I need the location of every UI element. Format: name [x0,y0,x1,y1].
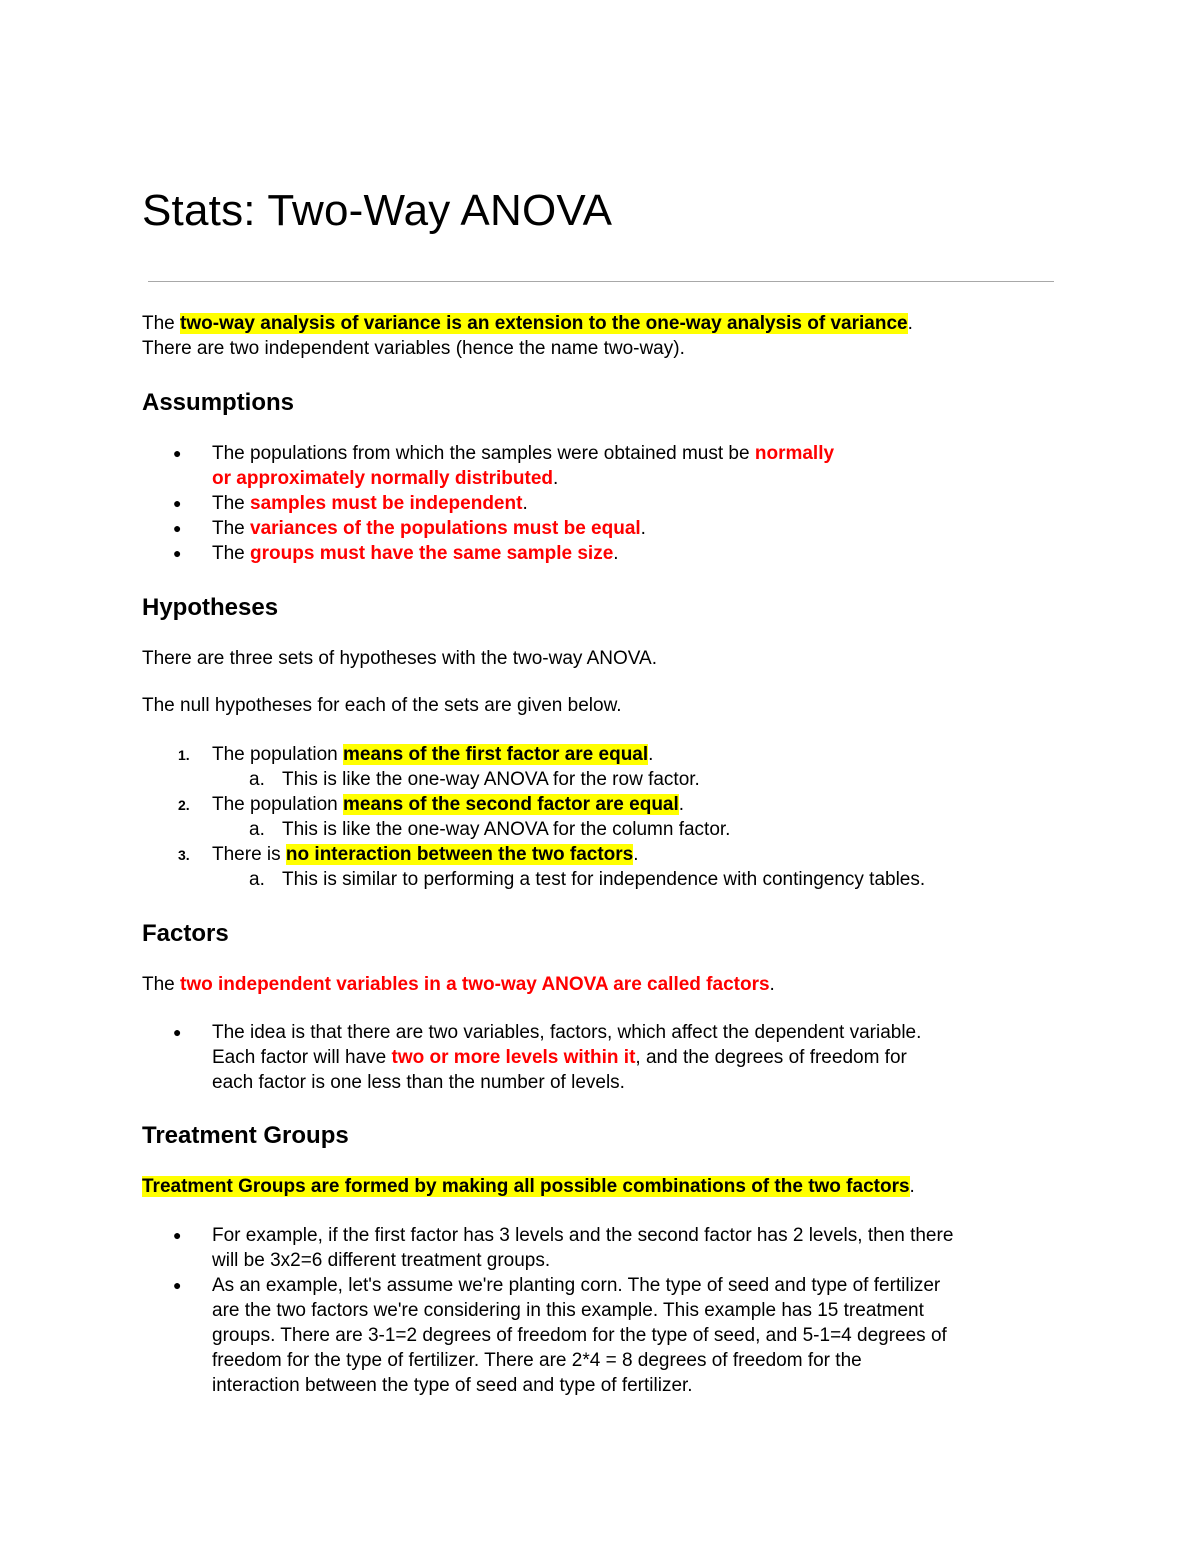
page-title: Stats: Two-Way ANOVA [142,186,613,235]
assumption-emphasis: normally [754,443,835,464]
treatment-item-line: will be 3x2=6 different treatment groups. [212,1250,551,1271]
factors-item-emphasis: two or more levels within it [391,1047,636,1068]
hypotheses-list [142,742,925,892]
treatment-item-line: As an example, let's assume we're planting corn. The type of seed and type of fertilizer [212,1275,941,1296]
factors-item-text: Each factor will have [212,1047,392,1068]
treatment-period: . [909,1176,915,1197]
assumption-item [142,516,834,541]
assumptions-list [142,441,834,566]
assumption-emphasis: or approximately normally distributed [212,468,554,489]
assumption-emphasis: groups must have the same sample size [250,543,614,564]
hypotheses-null-text: The null hypotheses for each of the sets are given below. [142,695,622,716]
factors-item [142,1020,921,1095]
list-letter: a. [249,869,265,890]
assumption-period: . [640,518,646,539]
factors-emphasis: two independent variables in a two-way ANOVA are called factors [180,974,770,995]
bullet-icon: ● [173,520,182,536]
hypothesis-subitem [142,867,925,892]
hypothesis-subitem [142,767,925,792]
assumption-emphasis: samples must be independent [250,493,523,514]
treatment-list [142,1223,953,1398]
hypotheses-heading: Hypotheses [142,594,279,621]
treatment-item-line: freedom for the type of fertilizer. There are 2*4 = 8 degrees of freedom for the [212,1350,862,1371]
bullet-icon: ● [173,545,182,561]
factors-period: . [769,974,775,995]
factors-heading: Factors [142,920,229,947]
hypothesis-period: . [648,744,654,765]
hypothesis-item [142,842,925,867]
intro-paragraph [142,311,913,361]
assumption-period: . [553,468,559,489]
intro-highlight: two-way analysis of variance is an extension to the one-way analysis of variance [180,313,908,334]
hypothesis-subitem [142,817,925,842]
treatment-item-line: interaction between the type of seed and type of fertilizer. [212,1375,693,1396]
assumption-emphasis: variances of the populations must be equal [250,518,641,539]
hypothesis-text: There is [212,844,286,865]
treatment-item-line: are the two factors we're considering in this example. This example has 15 treatment [212,1300,924,1321]
hypothesis-text: The population [212,794,343,815]
factors-paragraph [142,972,775,997]
factors-list [142,1020,921,1095]
assumption-item [142,541,834,566]
hypothesis-period: . [633,844,639,865]
list-letter: a. [249,769,265,790]
assumptions-heading: Assumptions [142,389,295,416]
assumption-text: The [212,493,251,514]
bullet-icon: ● [173,1024,182,1040]
factors-item-line: The idea is that there are two variables, factors, which affect the dependent variable. [212,1022,922,1043]
treatment-item-line: For example, if the first factor has 3 levels and the second factor has 2 levels, then there [212,1225,954,1246]
intro-line-2: There are two independent variables (hence the name two-way). [142,338,685,359]
bullet-icon: ● [173,445,182,461]
assumption-period: . [613,543,619,564]
factors-item-line: each factor is one less than the number of levels. [212,1072,625,1093]
hypothesis-subtext: This is like the one-way ANOVA for the column factor. [282,819,731,840]
assumption-item [142,441,834,491]
horizontal-rule [148,281,1054,282]
list-number: 1. [178,747,190,763]
intro-period: . [907,313,913,334]
list-letter: a. [249,819,265,840]
treatment-item-line: groups. There are 3-1=2 degrees of freedom for the type of seed, and 5-1=4 degrees of [212,1325,947,1346]
factors-item-text: , and the degrees of freedom for [635,1047,907,1068]
assumption-item [142,491,834,516]
assumption-period: . [522,493,528,514]
hypothesis-highlight: means of the second factor are equal [343,794,679,815]
factors-text: The [142,974,181,995]
hypothesis-highlight: no interaction between the two factors [285,844,634,865]
treatment-item [142,1223,953,1273]
assumption-text: The populations from which the samples were obtained must be [212,443,755,464]
hypothesis-text: The population [212,744,343,765]
bullet-icon: ● [173,1277,182,1293]
intro-text: The [142,313,181,334]
hypotheses-intro: There are three sets of hypotheses with the two-way ANOVA. [142,648,658,669]
bullet-icon: ● [173,1227,182,1243]
assumption-text: The [212,543,251,564]
hypothesis-subtext: This is like the one-way ANOVA for the row factor. [282,769,700,790]
hypothesis-period: . [678,794,685,815]
treatment-highlight: Treatment Groups are formed by making all possible combinations of the two factors [142,1176,910,1197]
treatment-item [142,1273,953,1398]
list-number: 2. [178,797,190,813]
hypothesis-subtext: This is similar to performing a test for independence with contingency tables. [282,869,926,890]
treatment-heading: Treatment Groups [142,1122,349,1149]
bullet-icon: ● [173,495,182,511]
hypothesis-highlight: means of the first factor are equal [343,744,649,765]
hypothesis-item [142,742,925,767]
list-number: 3. [178,847,190,863]
hypothesis-item [142,792,925,817]
treatment-paragraph [142,1174,915,1199]
intro-line-1 [142,311,913,336]
assumption-text: The [212,518,251,539]
